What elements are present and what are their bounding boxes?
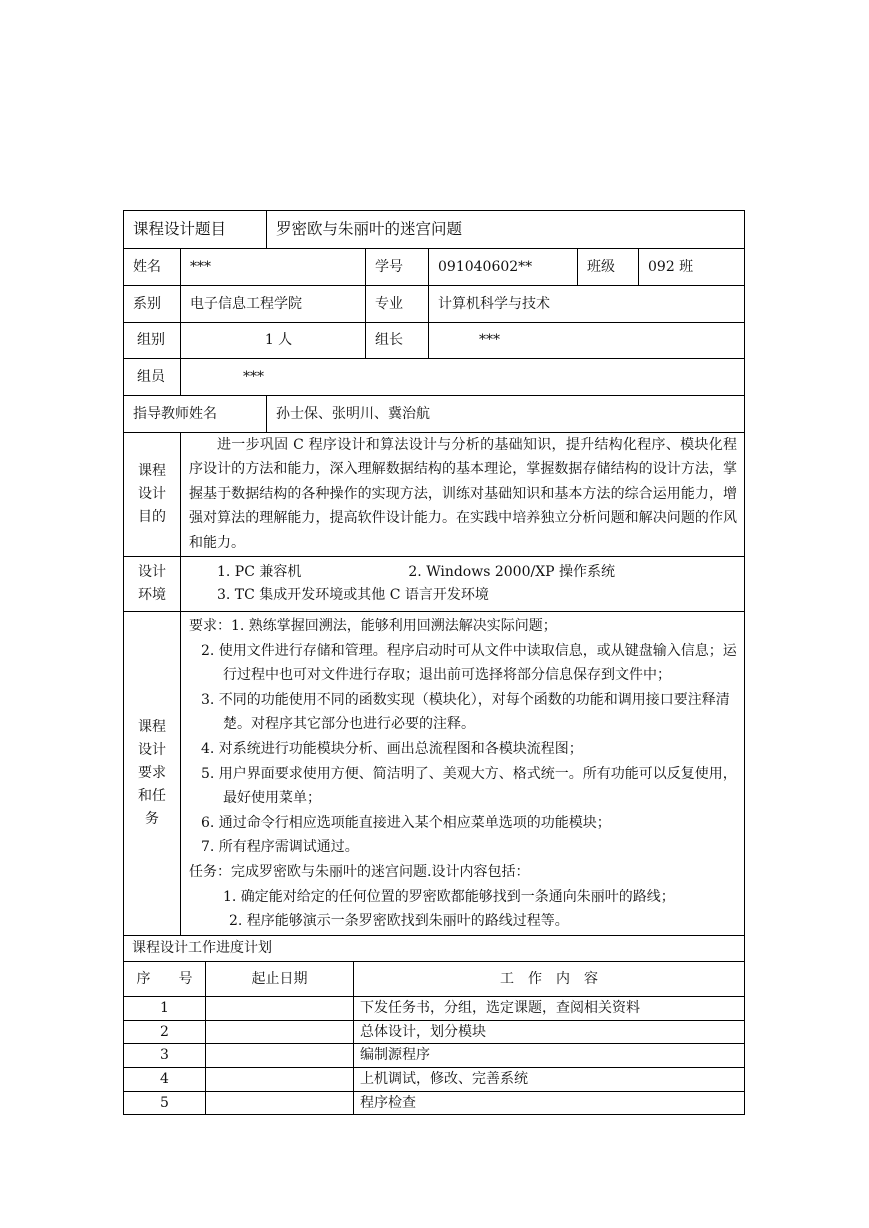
env-label: 设计 环境 [124,557,181,611]
requirements-text [181,612,744,935]
table-row [123,1068,745,1092]
schedule-date [206,1068,354,1091]
req-6: 6. 通过命令行相应选项能直接进入某个相应菜单选项的功能模块； [201,814,611,831]
schedule-no: 4 [124,1068,206,1091]
teacher-label: 指导教师姓名 [124,396,267,432]
schedule-content: 下发任务书，分组，选定课题，查阅相关资料 [360,1000,640,1017]
req-1: 要求：1. 熟练掌握回溯法，能够利用回溯法解决实际问题； [189,618,557,634]
schedule-date [206,997,354,1020]
purpose-label: 课程 设计 目的 [124,433,181,556]
req-2: 2. 使用文件进行存储和管理。程序启动时可从文件中读取信息，或从键盘输入信息；运行过程中也可对文件进行存取；退出前可选择将部分信息保存到文件中； [201,642,737,684]
requirements-label: 课程 设计 要求 和任 务 [124,612,181,935]
student-id-label: 学号 [366,249,429,285]
major-value: 计算机科学与技术 [438,295,550,312]
purpose-row [123,433,745,557]
schedule-title-row [123,936,745,962]
schedule-date [206,1092,354,1114]
schedule-title: 课程设计工作进度计划 [132,940,272,957]
table-row [123,1021,745,1044]
env-text [181,557,744,611]
course-design-form [123,210,745,1115]
schedule-no: 3 [124,1044,206,1067]
schedule-no: 5 [124,1092,206,1114]
task-title: 任务：完成罗密欧与朱丽叶的迷宫问题.设计内容包括： [189,863,530,880]
dept-label: 系别 [124,286,181,322]
task-2: 2. 程序能够演示一条罗密欧找到朱丽叶的路线过程等。 [229,913,569,930]
teacher-value: 孙士保、张明川、冀治航 [276,405,430,422]
schedule-date [206,1021,354,1043]
leader-value: *** [479,332,500,349]
task-1: 1. 确定能对给定的任何位置的罗密欧都能够找到一条通向朱丽叶的路线； [223,888,675,905]
title-row [123,210,745,249]
req-7: 7. 所有程序需调试通过。 [201,839,359,856]
schedule-header-content: 工 作 内 容 [500,970,598,987]
dept-value: 电子信息工程学院 [181,286,366,322]
group-row [123,323,745,359]
env-item-3: 3. TC 集成开发环境或其他 C 语言开发环境 [217,587,489,603]
table-row [123,997,745,1021]
class-label: 班级 [578,249,639,285]
req-3: 3. 不同的功能使用不同的函数实现（模块化），对每个函数的功能和调用接口要注释清楚。对程序其它部分也进行必要的注释。 [201,691,730,733]
title-value: 罗密欧与朱丽叶的迷宫问题 [276,220,463,239]
title-label: 课程设计题目 [124,211,267,248]
requirements-row [123,612,745,936]
req-5: 5. 用户界面要求使用方便、简洁明了、美观大方、格式统一。所有功能可以反复使用，最好使用菜单； [201,765,737,807]
group-label: 组别 [124,323,181,358]
table-row [123,1044,745,1068]
name-value: *** [181,249,366,285]
req-4: 4. 对系统进行功能模块分析、画出总流程图和各模块流程图； [201,740,583,757]
group-value: 1 人 [181,323,366,358]
schedule-date [206,1044,354,1067]
name-row [123,249,745,286]
major-label: 专业 [366,286,429,322]
member-value: *** [243,368,264,385]
name-label: 姓名 [124,249,181,285]
class-value: 092 班 [648,258,694,275]
schedule-no: 2 [124,1021,206,1043]
schedule-content: 程序检查 [360,1094,416,1111]
env-item-2: 2. Windows 2000/XP 操作系统 [408,564,616,580]
table-row [123,1092,745,1115]
schedule-header-date: 起止日期 [206,962,354,996]
schedule-content: 上机调试，修改、完善系统 [360,1071,528,1088]
schedule-content: 编制源程序 [360,1047,430,1064]
purpose-text: 进一步巩固 C 程序设计和算法设计与分析的基础知识，提升结构化程序、模块化程序设计的方法和能力，深入理解数据结构的基本理论，掌握数据存储结构的设计方法，掌握基于数据结构的各种操作的实现方法，训练对基础知识和基本方法的综合运用能力，增强对算法的理解能力，提高软件设计能力。在实践中培养独立分析问题和解决问题的作风和能力。 [189,436,737,551]
member-label: 组员 [124,359,181,395]
schedule-no: 1 [124,997,206,1020]
dept-row [123,286,745,323]
member-row [123,359,745,396]
student-id-value: 091040602** [429,249,578,285]
schedule-header-row [123,962,745,997]
leader-label: 组长 [366,323,429,358]
schedule-header-no: 序 号 [124,962,206,996]
schedule-content: 总体设计，划分模块 [360,1023,486,1040]
env-row [123,557,745,612]
teacher-row [123,396,745,433]
env-item-1: 1. PC 兼容机 [217,564,302,580]
